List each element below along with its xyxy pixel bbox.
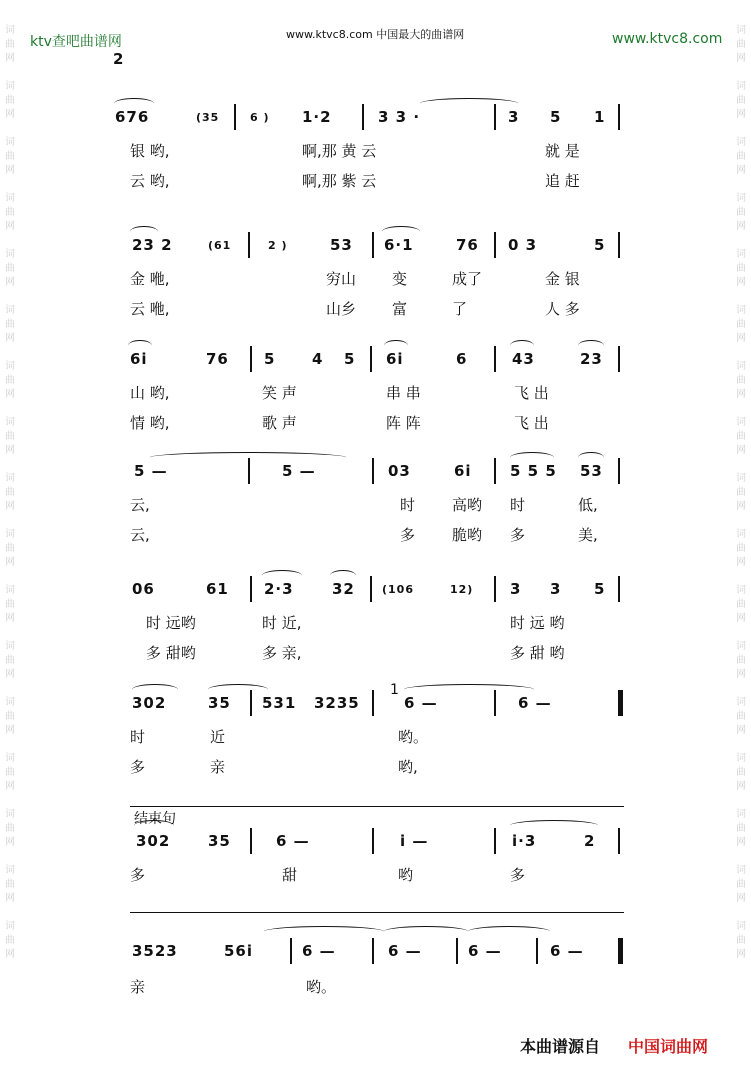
notes: 6·1 — [384, 236, 414, 254]
notes: 531 — [262, 694, 297, 712]
notes: 06 — [132, 580, 155, 598]
lyric: 啊,那 紫 云 — [302, 172, 377, 190]
barline — [618, 346, 620, 372]
lyric: 亲 — [130, 978, 146, 996]
barline — [372, 690, 374, 716]
notes: 6 — — [550, 942, 584, 960]
notes: 3 3 · — [378, 108, 421, 126]
lyric: 脆哟 — [452, 526, 483, 544]
barline — [494, 576, 496, 602]
barline — [618, 828, 620, 854]
notes: 5 5 5 — [510, 462, 557, 480]
lyric: 了 — [452, 300, 468, 318]
lyric: 云 咃, — [130, 300, 170, 318]
section-line — [130, 912, 624, 913]
slur — [510, 820, 598, 831]
barline — [370, 576, 372, 602]
lyric: 多 甜 哟 — [510, 644, 565, 662]
lyric: 就 是 — [545, 142, 580, 160]
final-barline — [618, 938, 623, 964]
notes: 5 — [550, 108, 562, 126]
barline — [250, 828, 252, 854]
barline — [250, 346, 252, 372]
notes: 6 — [456, 350, 468, 368]
slur — [134, 820, 174, 831]
lyric: 时 远哟 — [146, 614, 196, 632]
notes: 302 — [136, 832, 171, 850]
lyric: 人 多 — [545, 300, 580, 318]
page-number: 2 — [113, 50, 124, 68]
lyric: 阵 阵 — [386, 414, 421, 432]
notes: 5 — [594, 580, 606, 598]
notes: 23 2 — [132, 236, 173, 254]
notes: 43 — [512, 350, 535, 368]
lyric: 成了 — [452, 270, 483, 288]
lyric: 哟, — [398, 758, 418, 776]
notes: 76 — [456, 236, 479, 254]
notes: 6i — [130, 350, 148, 368]
barline — [494, 458, 496, 484]
site-url-right: www.ktvc8.com — [612, 31, 723, 47]
notes: 53 — [580, 462, 603, 480]
barline — [372, 828, 374, 854]
lyric: 云, — [130, 496, 150, 514]
barline — [494, 828, 496, 854]
barline — [250, 576, 252, 602]
notes: i — — [400, 832, 429, 850]
barline — [456, 938, 458, 964]
notes: 6i — [386, 350, 404, 368]
lyric: 歌 声 — [262, 414, 297, 432]
lyric: 多 — [510, 866, 526, 884]
lyric: 多 亲, — [262, 644, 302, 662]
notes: 35 — [208, 694, 231, 712]
barline — [372, 458, 374, 484]
lyric: 穷山 — [326, 270, 357, 288]
lyric: 美, — [578, 526, 598, 544]
barline — [494, 690, 496, 716]
notes: 1 — [594, 108, 606, 126]
barline — [370, 346, 372, 372]
lyric: 时 — [400, 496, 416, 514]
repeat-barline — [618, 690, 623, 716]
notes: 302 — [132, 694, 167, 712]
notes: (61 — [208, 239, 232, 252]
lyric: 高哟 — [452, 496, 483, 514]
notes: 56i — [224, 942, 254, 960]
lyric: 时 远 哟 — [510, 614, 565, 632]
notes: 3235 — [314, 694, 360, 712]
notes: 2 — [584, 832, 596, 850]
lyric: 云 哟, — [130, 172, 170, 190]
notes: 6 — — [518, 694, 552, 712]
notes: 3 — [508, 108, 520, 126]
right-watermark: 词 曲 网 词 曲 网 词 曲 网 词 曲 网 词 曲 网 词 曲 网 词 曲 网 词 曲 网 词 曲 网 词 曲 网 词 曲 网 词 曲 网 词 曲 网 词 曲 网 词 曲 网 词 曲 网 词 曲 网 — [736, 25, 746, 960]
lyric: 串 串 — [386, 384, 421, 402]
notes: 2 ) — [268, 239, 288, 252]
notes: (35 — [196, 111, 220, 124]
notes: 0 3 — [508, 236, 538, 254]
lyric: 多 — [130, 866, 146, 884]
notes: 6 — — [388, 942, 422, 960]
lyric: 金 咃, — [130, 270, 170, 288]
slur — [468, 926, 550, 937]
notes: 4 — [312, 350, 324, 368]
barline — [372, 938, 374, 964]
left-watermark: 词 曲 网 词 曲 网 词 曲 网 词 曲 网 词 曲 网 词 曲 网 词 曲 网 词 曲 网 词 曲 网 词 曲 网 词 曲 网 词 曲 网 词 曲 网 词 曲 网 词 曲 网 词 曲 网 词 曲 网 — [5, 25, 15, 960]
notes: 6 — — [276, 832, 310, 850]
lyric: 追 赶 — [545, 172, 580, 190]
notes: 6i — [454, 462, 472, 480]
notes: 3523 — [132, 942, 178, 960]
barline — [618, 104, 620, 130]
lyric: 多 — [510, 526, 526, 544]
lyric: 亲 — [210, 758, 226, 776]
notes: i·3 — [512, 832, 537, 850]
notes: 3 — [550, 580, 562, 598]
barline — [248, 232, 250, 258]
lyric: 时 — [510, 496, 526, 514]
lyric: 哟。 — [306, 978, 337, 996]
lyric: 富 — [392, 300, 408, 318]
footer-source-text: 本曲谱源自 — [520, 1037, 601, 1056]
notes: 61 — [206, 580, 229, 598]
notes: 76 — [206, 350, 229, 368]
barline — [494, 104, 496, 130]
notes: 3 — [510, 580, 522, 598]
barline — [494, 232, 496, 258]
notes: (106 — [382, 583, 414, 596]
lyric: 哟 — [398, 866, 414, 884]
section-bracket — [130, 806, 624, 807]
barline — [234, 104, 236, 130]
notes: 6 — — [404, 694, 438, 712]
lyric: 时 — [130, 728, 146, 746]
barline — [618, 232, 620, 258]
barline — [536, 938, 538, 964]
notes: 5 — — [282, 462, 316, 480]
lyric: 近 — [210, 728, 226, 746]
notes: 6 — — [468, 942, 502, 960]
notes: 1·2 — [302, 108, 332, 126]
barline — [618, 576, 620, 602]
lyric: 甜 — [282, 866, 298, 884]
section-label: 结束句 — [134, 811, 176, 827]
lyric: 哟。 — [398, 728, 429, 746]
volta-number: 1 — [390, 682, 399, 698]
notes: 5 — — [134, 462, 168, 480]
site-tagline: www.ktvc8.com 中国最大的曲谱网 — [286, 28, 465, 41]
slur — [420, 98, 518, 109]
notes: 676 — [115, 108, 150, 126]
barline — [618, 458, 620, 484]
lyric: 山乡 — [326, 300, 357, 318]
notes: 12) — [450, 583, 474, 596]
notes: 32 — [332, 580, 355, 598]
lyric: 云, — [130, 526, 150, 544]
site-name-left: ktv查吧曲谱网 — [30, 34, 122, 50]
lyric: 情 哟, — [130, 414, 170, 432]
lyric: 飞 出 — [514, 414, 549, 432]
notes: 5 — [594, 236, 606, 254]
lyric: 山 哟, — [130, 384, 170, 402]
barline — [494, 346, 496, 372]
lyric: 多 甜哟 — [146, 644, 196, 662]
barline — [250, 690, 252, 716]
slur — [384, 926, 468, 937]
notes: 35 — [208, 832, 231, 850]
notes: 2·3 — [264, 580, 294, 598]
lyric: 时 近, — [262, 614, 302, 632]
notes: 6 ) — [250, 111, 270, 124]
notes: 5 — [344, 350, 356, 368]
barline — [290, 938, 292, 964]
barline — [372, 232, 374, 258]
notes: 6 — — [302, 942, 336, 960]
notes: 23 — [580, 350, 603, 368]
slur — [264, 926, 384, 937]
lyric: 多 — [400, 526, 416, 544]
notes: 03 — [388, 462, 411, 480]
lyric: 笑 声 — [262, 384, 297, 402]
lyric: 变 — [392, 270, 408, 288]
lyric: 啊,那 黄 云 — [302, 142, 377, 160]
lyric: 金 银 — [545, 270, 580, 288]
notes: 53 — [330, 236, 353, 254]
footer-site-link[interactable]: 中国词曲网 — [628, 1037, 709, 1056]
lyric: 多 — [130, 758, 146, 776]
barline — [248, 458, 250, 484]
lyric: 低, — [578, 496, 598, 514]
lyric: 银 哟, — [130, 142, 170, 160]
barline — [362, 104, 364, 130]
notes: 5 — [264, 350, 276, 368]
lyric: 飞 出 — [514, 384, 549, 402]
